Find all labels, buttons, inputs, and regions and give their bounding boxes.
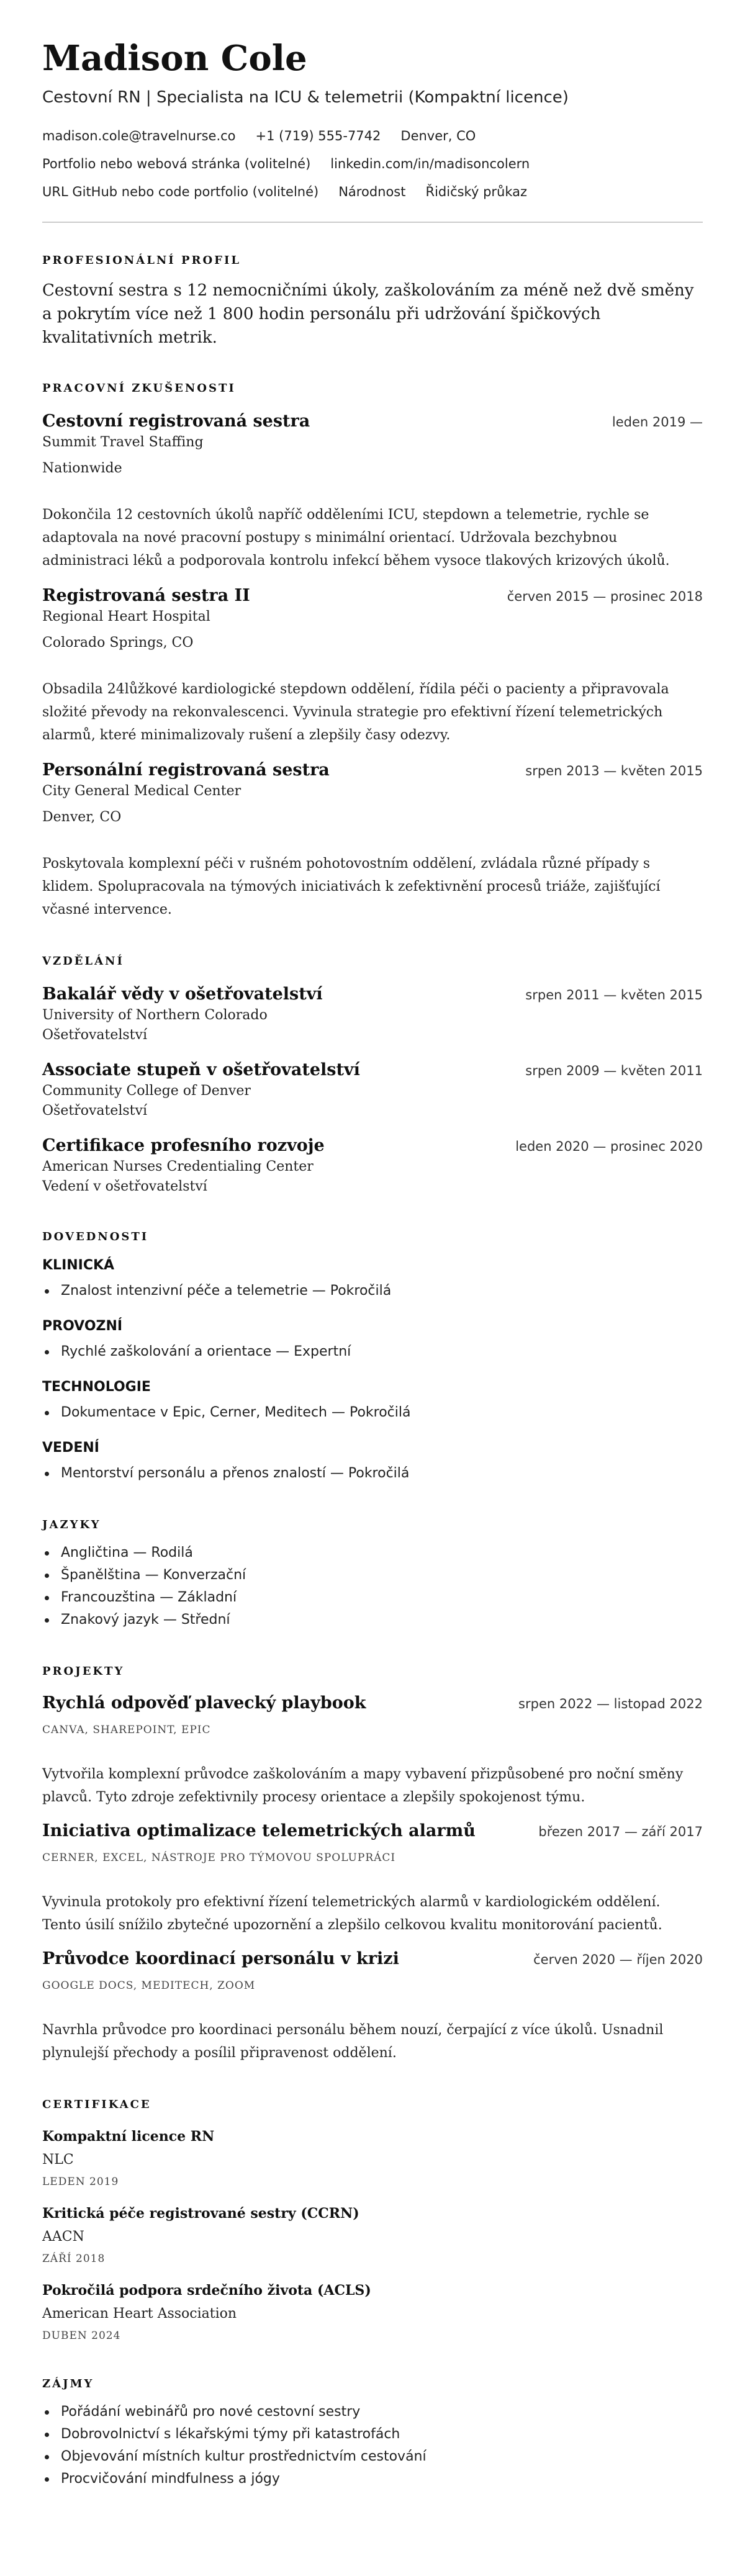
experience-entry bbox=[42, 759, 703, 921]
skill-category: VEDENÍ bbox=[42, 1440, 99, 1456]
project-entry bbox=[42, 1948, 703, 2065]
list-item: Pořádání webinářů pro nové cestovní sestry bbox=[42, 2401, 703, 2423]
certification-issuer: American Heart Association bbox=[42, 2306, 237, 2322]
portfolio-link: Portfolio nebo webová stránka (volitelné) bbox=[42, 156, 311, 171]
project-tech: CERNER, EXCEL, NÁSTROJE PRO TÝMOVOU SPOLUPRÁCI bbox=[42, 1852, 396, 1864]
list-item: Znakový jazyk — Střední bbox=[42, 1609, 703, 1631]
job-location: Denver, CO bbox=[42, 809, 122, 825]
contact-row-links bbox=[42, 155, 703, 174]
skill-list bbox=[42, 1280, 703, 1302]
field-of-study: Vedení v ošetřovatelství bbox=[42, 1179, 207, 1194]
degree-title: Bakalář vědy v ošetřovatelství bbox=[42, 984, 323, 1004]
project-description: Vytvořila komplexní průvodce zaškolováním a mapy vybavení přizpůsobené pro noční směny plavců. Tyto zdroje zefektivnily procesy orientace a zlepšily spokojenost týmu. bbox=[42, 1767, 684, 1805]
project-description: Navrhla průvodce pro koordinaci personálu během nouzí, čerpající z více úkolů. Usnadnil plynulejší přechody a posílil připravenost oddělení. bbox=[42, 2022, 664, 2061]
list-item: Dokumentace v Epic, Cerner, Meditech — Pokročilá bbox=[42, 1402, 703, 1424]
project-name: Iniciativa optimalizace telemetrických alarmů bbox=[42, 1821, 476, 1840]
headline: Cestovní RN | Specialista na ICU & telemetrii (Kompaktní licence) bbox=[42, 88, 569, 107]
company-name: Summit Travel Staffing bbox=[42, 435, 204, 450]
list-item: Francouzština — Základní bbox=[42, 1587, 703, 1609]
profile-section bbox=[42, 253, 703, 349]
school-name: University of Northern Colorado bbox=[42, 1007, 268, 1023]
certification-entry bbox=[42, 2281, 703, 2344]
project-name: Průvodce koordinací personálu v krizi bbox=[42, 1949, 399, 1968]
certification-entry bbox=[42, 2127, 703, 2190]
contact-row-primary bbox=[42, 127, 703, 146]
contact-row-extra bbox=[42, 182, 703, 202]
list-item: Znalost intenzivní péče a telemetrie — Pokročilá bbox=[42, 1280, 703, 1302]
project-tech: CANVA, SHAREPOINT, EPIC bbox=[42, 1724, 211, 1736]
linkedin-link: linkedin.com/in/madisoncolern bbox=[330, 156, 530, 171]
section-title: PRACOVNÍ ZKUŠENOSTI bbox=[42, 382, 236, 395]
languages-section bbox=[42, 1517, 703, 1631]
skill-list bbox=[42, 1341, 703, 1363]
project-dates: březen 2017 — září 2017 bbox=[538, 1824, 703, 1839]
github-link: URL GitHub nebo code portfolio (volitelné) bbox=[42, 184, 319, 199]
list-item: Angličtina — Rodilá bbox=[42, 1542, 703, 1564]
certification-name: Pokročilá podpora srdečního života (ACLS) bbox=[42, 2282, 371, 2299]
degree-title: Certifikace profesního rozvoje bbox=[42, 1136, 325, 1155]
education-entry bbox=[42, 1135, 703, 1197]
education-dates: leden 2020 — prosinec 2020 bbox=[515, 1139, 703, 1154]
company-name: Regional Heart Hospital bbox=[42, 609, 210, 624]
list-item: Španělština — Konverzační bbox=[42, 1564, 703, 1587]
section-title: DOVEDNOSTI bbox=[42, 1230, 149, 1243]
job-location: Nationwide bbox=[42, 461, 122, 476]
job-title: Registrovaná sestra II bbox=[42, 586, 250, 605]
certification-issuer: AACN bbox=[42, 2229, 84, 2245]
skill-list bbox=[42, 1462, 703, 1485]
email: madison.cole@travelnurse.co bbox=[42, 128, 236, 143]
nationality: Národnost bbox=[338, 184, 406, 199]
resume-header bbox=[42, 36, 703, 223]
certification-name: Kritická péče registrované sestry (CCRN) bbox=[42, 2205, 359, 2222]
section-title: JAZYKY bbox=[42, 1518, 101, 1531]
field-of-study: Ošetřovatelství bbox=[42, 1103, 147, 1119]
language-list bbox=[42, 1542, 703, 1631]
job-description: Obsadila 24lůžkové kardiologické stepdown oddělení, řídila péči o pacienty a připravovala složité převody na rekonvalescenci. Vyvinula strategie pro efektivní řízení telemetrických alarmů, které minimalizovaly rušení a zlepšily časy odezvy. bbox=[42, 682, 669, 743]
job-location: Colorado Springs, CO bbox=[42, 635, 194, 651]
list-item: Objevování místních kultur prostřednictvím cestování bbox=[42, 2446, 703, 2468]
section-title: VZDĚLÁNÍ bbox=[42, 955, 124, 968]
certification-name: Kompaktní licence RN bbox=[42, 2128, 215, 2145]
job-title: Cestovní registrovaná sestra bbox=[42, 412, 310, 431]
certification-entry bbox=[42, 2204, 703, 2267]
skill-category: TECHNOLOGIE bbox=[42, 1379, 151, 1395]
project-dates: srpen 2022 — listopad 2022 bbox=[518, 1696, 703, 1711]
education-entry bbox=[42, 1059, 703, 1121]
job-dates: srpen 2013 — květen 2015 bbox=[525, 763, 703, 778]
job-title: Personální registrovaná sestra bbox=[42, 760, 330, 780]
certification-date: LEDEN 2019 bbox=[42, 2176, 119, 2188]
skill-category: PROVOZNÍ bbox=[42, 1318, 123, 1334]
profile-summary: Cestovní sestra s 12 nemocničními úkoly, zaškolováním za méně než dvě směny a pokrytím více než 1 800 hodin personálu při udržování špičkových kvalitativních metrik. bbox=[42, 281, 694, 347]
education-entry bbox=[42, 983, 703, 1045]
certification-date: DUBEN 2024 bbox=[42, 2330, 121, 2342]
drivers-license: Řidičský průkaz bbox=[425, 184, 528, 199]
education-dates: srpen 2009 — květen 2011 bbox=[525, 1063, 703, 1078]
experience-section bbox=[42, 381, 703, 921]
projects-section bbox=[42, 1664, 703, 2065]
certification-date: ZÁŘÍ 2018 bbox=[42, 2253, 106, 2265]
job-dates: leden 2019 — bbox=[612, 415, 703, 430]
experience-entry bbox=[42, 410, 703, 572]
project-tech: GOOGLE DOCS, MEDITECH, ZOOM bbox=[42, 1979, 256, 1992]
school-name: Community College of Denver bbox=[42, 1083, 251, 1099]
certification-issuer: NLC bbox=[42, 2152, 74, 2168]
certifications-section bbox=[42, 2097, 703, 2344]
job-dates: červen 2015 — prosinec 2018 bbox=[507, 589, 703, 604]
job-description: Dokončila 12 cestovních úkolů napříč odděleními ICU, stepdown a telemetrie, rychle se adaptovala na nové pracovní postupy s minimální orientací. Udržovala bezchybnou administraci léků a podporovala kontrolu infekcí během vysoce tlakových krizových úkolů. bbox=[42, 507, 670, 569]
section-title: CERTIFIKACE bbox=[42, 2098, 151, 2111]
project-entry bbox=[42, 1692, 703, 1809]
list-item: Mentorství personálu a přenos znalostí — Pokročilá bbox=[42, 1462, 703, 1485]
job-description: Poskytovala komplexní péči v rušném pohotovostním oddělení, zvládala různé případy s klidem. Spolupracovala na týmových iniciativách k zefektivnění procesů triáže, zajišťující včasné intervence. bbox=[42, 856, 661, 917]
section-title: PROJEKTY bbox=[42, 1665, 125, 1678]
section-title: ZÁJMY bbox=[42, 2377, 94, 2390]
interest-list bbox=[42, 2401, 703, 2490]
school-name: American Nurses Credentialing Center bbox=[42, 1159, 314, 1174]
project-dates: červen 2020 — říjen 2020 bbox=[533, 1952, 703, 1967]
education-dates: srpen 2011 — květen 2015 bbox=[525, 988, 703, 1002]
phone: +1 (719) 555-7742 bbox=[255, 128, 381, 143]
education-section bbox=[42, 953, 703, 1197]
section-title: PROFESIONÁLNÍ PROFIL bbox=[42, 254, 242, 267]
header-divider bbox=[42, 222, 703, 223]
degree-title: Associate stupeň v ošetřovatelství bbox=[42, 1060, 360, 1079]
candidate-name: Madison Cole bbox=[42, 38, 307, 79]
field-of-study: Ošetřovatelství bbox=[42, 1027, 147, 1043]
location: Denver, CO bbox=[400, 128, 476, 143]
interests-section bbox=[42, 2376, 703, 2490]
skills-section bbox=[42, 1229, 703, 1485]
skill-category: KLINICKÁ bbox=[42, 1258, 115, 1273]
list-item: Procvičování mindfulness a jógy bbox=[42, 2468, 703, 2490]
list-item: Dobrovolnictví s lékařskými týmy při katastrofách bbox=[42, 2423, 703, 2446]
project-name: Rychlá odpověď plavecký playbook bbox=[42, 1693, 366, 1713]
experience-entry bbox=[42, 585, 703, 747]
project-description: Vyvinula protokoly pro efektivní řízení telemetrických alarmů v kardiologickém oddělení. Tento úsilí snížilo zbytečné upozornění a zlepšilo celkovou kvalitu monitorování pacientů. bbox=[42, 1894, 662, 1933]
company-name: City General Medical Center bbox=[42, 783, 242, 799]
project-entry bbox=[42, 1820, 703, 1937]
skill-list bbox=[42, 1402, 703, 1424]
list-item: Rychlé zaškolování a orientace — Expertní bbox=[42, 1341, 703, 1363]
